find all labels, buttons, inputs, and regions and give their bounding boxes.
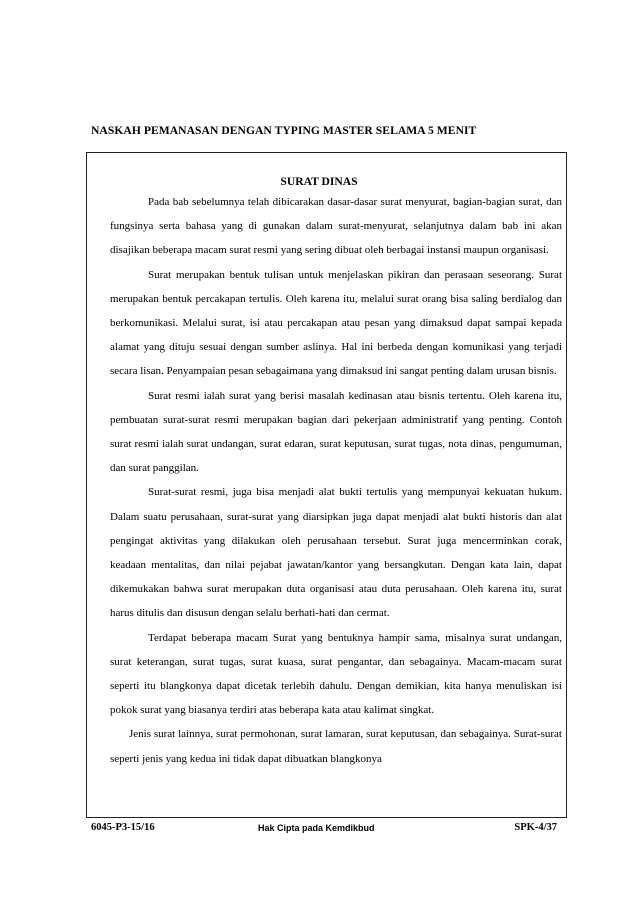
paragraph-4: Surat-surat resmi, juga bisa menjadi alat bukti tertulis yang mempunyai kekuatan hukum. Dalam suatu perusahaan, surat-surat yang diarsipkan juga dapat menjadi alat bukti historis dan alat pengingat aktivitas yang dilakukan oleh perusahaan tersebut. Surat juga mencerminkan corak, keadaan mentalitas, dan nilai pejabat jawatan/kantor yang bersangkutan. Dengan kata lain, dapat dikemukakan bahwa surat merupakan duta organisasi atau duta perusahaan. Oleh karena itu, surat harus ditulis dan disusun dengan selalu berhati-hati dan cermat. — [110, 486, 562, 620]
footer-copyright: Hak Cipta pada Kemdikbud — [258, 823, 375, 833]
footer-page-number: SPK-4/37 — [514, 822, 557, 833]
paragraph-1: Pada bab sebelumnya telah dibicarakan dasar-dasar surat menyurat, bagian-bagian surat, dan fungsinya serta bahasa yang di gunakan dalam surat-menyurat, selanjutnya dalam bab ini akan disajikan beberapa macam surat resmi yang sering dibuat oleh berbagai instansi maupun organisasi. — [110, 196, 562, 257]
page-footer — [0, 822, 638, 838]
document-body — [110, 190, 562, 771]
paragraph-3: Surat resmi ialah surat yang berisi masalah kedinasan atau bisnis tertentu. Oleh karena itu, pembuatan surat-surat resmi merupakan bagian dari pekerjaan administratif yang penting. Contoh surat resmi ialah surat undangan, surat edaran, surat keputusan, surat tugas, nota dinas, pengumuman, dan surat panggilan. — [110, 389, 562, 475]
paragraph-6: Jenis surat lainnya, surat permohonan, surat lamaran, surat keputusan, dan sebagainya. Surat-surat seperti jenis yang kedua ini tidak dapat dibuatkan blangkonya — [110, 728, 562, 765]
box-title: SURAT DINAS — [280, 175, 358, 188]
paragraph-5: Terdapat beberapa macam Surat yang bentuknya hampir sama, misalnya surat undangan, surat keterangan, surat tugas, surat kuasa, surat pengantar, dan sebagainya. Macam-macam surat seperti itu blangkonya dapat dicetak terlebih dahulu. Dengan demikian, kita hanya menuliskan isi pokok surat yang biasanya terdiri atas beberapa kata atau kalimat singkat. — [110, 631, 562, 717]
document-heading: NASKAH PEMANASAN DENGAN TYPING MASTER SELAMA 5 MENIT — [91, 124, 477, 137]
paragraph-2: Surat merupakan bentuk tulisan untuk menjelaskan pikiran dan perasaan seseorang. Surat merupakan bentuk percakapan tertulis. Oleh karena itu, melalui surat orang bisa saling berdialog dan berkomunikasi. Melalui surat, isi atau percakapan atau pesan yang dimaksud dapat sampai kepada alamat yang dituju sesuai dengan sumber aslinya. Hal ini berbeda dengan komunikasi yang terjadi secara lisan. Penyampaian pesan sebagaimana yang dimaksud ini sangat penting dalam urusan bisnis. — [110, 268, 562, 378]
footer-code: 6045-P3-15/16 — [91, 822, 155, 833]
